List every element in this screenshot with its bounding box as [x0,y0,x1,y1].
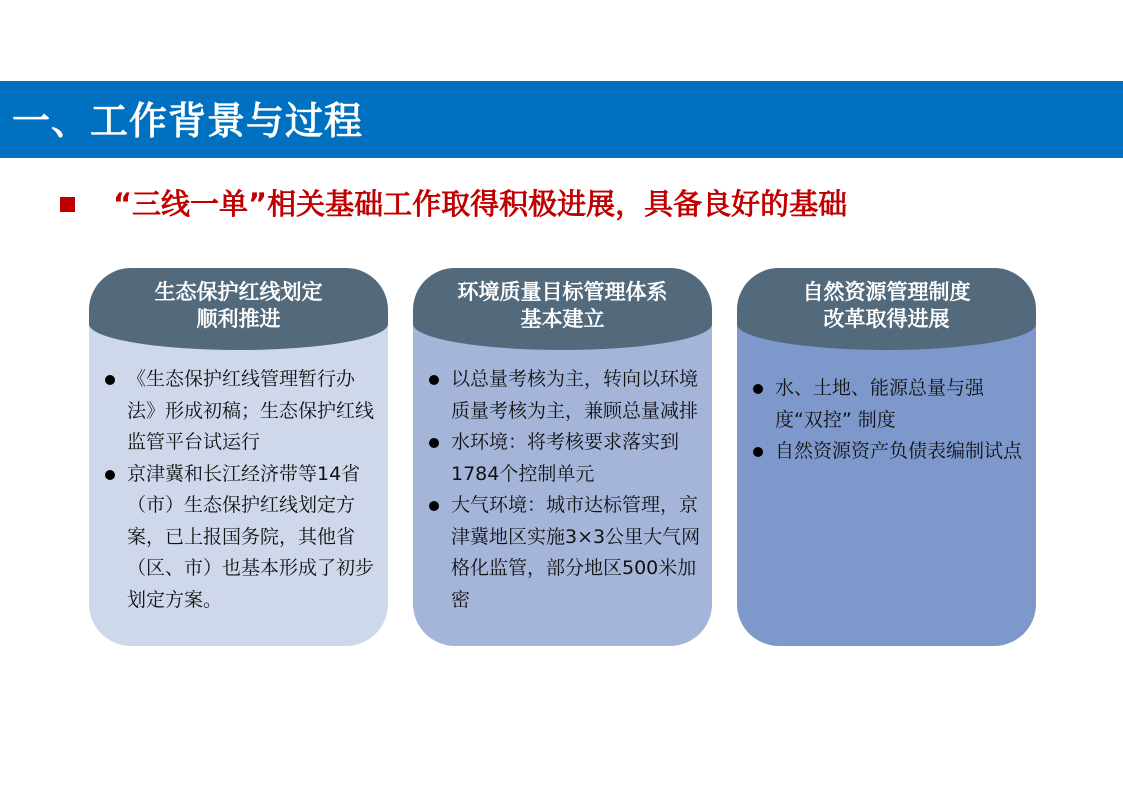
card-header-line: 生态保护红线划定 [154,280,323,304]
subtitle-row [60,182,847,226]
page-title: 一、工作背景与过程 [12,99,364,143]
card-list [427,364,702,616]
card-list [103,364,378,616]
list-item: 大气环境：城市达标管理，京津冀地区实施3×3公里大气网格化监管，部分地区500米加密 [427,490,702,616]
card-header [413,268,712,350]
card-ecological-redline [89,268,388,646]
list-item: 《生态保护红线管理暂行办法》形成初稿；生态保护红线监管平台试运行 [103,364,378,459]
card-natural-resources [737,268,1036,646]
card-header [89,268,388,350]
card-header-line: 顺利推进 [196,307,281,331]
card-header-line: 基本建立 [520,307,605,331]
card-list [751,373,1026,468]
card-header [737,268,1036,350]
square-bullet-icon [60,197,75,212]
list-item: 自然资源资产负债表编制试点 [751,436,1026,468]
card-header-line: 改革取得进展 [823,307,950,331]
card-header-line: 自然资源管理制度 [802,280,971,304]
card-header-line: 环境质量目标管理体系 [457,280,668,304]
list-item: 以总量考核为主，转向以环境质量考核为主，兼顾总量减排 [427,364,702,427]
card-environment-quality [413,268,712,646]
title-bar [0,81,1123,158]
subtitle: “三线一单”相关基础工作取得积极进展，具备良好的基础 [113,187,848,221]
list-item: 水、土地、能源总量与强度“双控” 制度 [751,373,1026,436]
list-item: 京津冀和长江经济带等14省（市）生态保护红线划定方案，已上报国务院，其他省（区、市）也基本形成了初步划定方案。 [103,459,378,617]
list-item: 水环境：将考核要求落实到1784个控制单元 [427,427,702,490]
